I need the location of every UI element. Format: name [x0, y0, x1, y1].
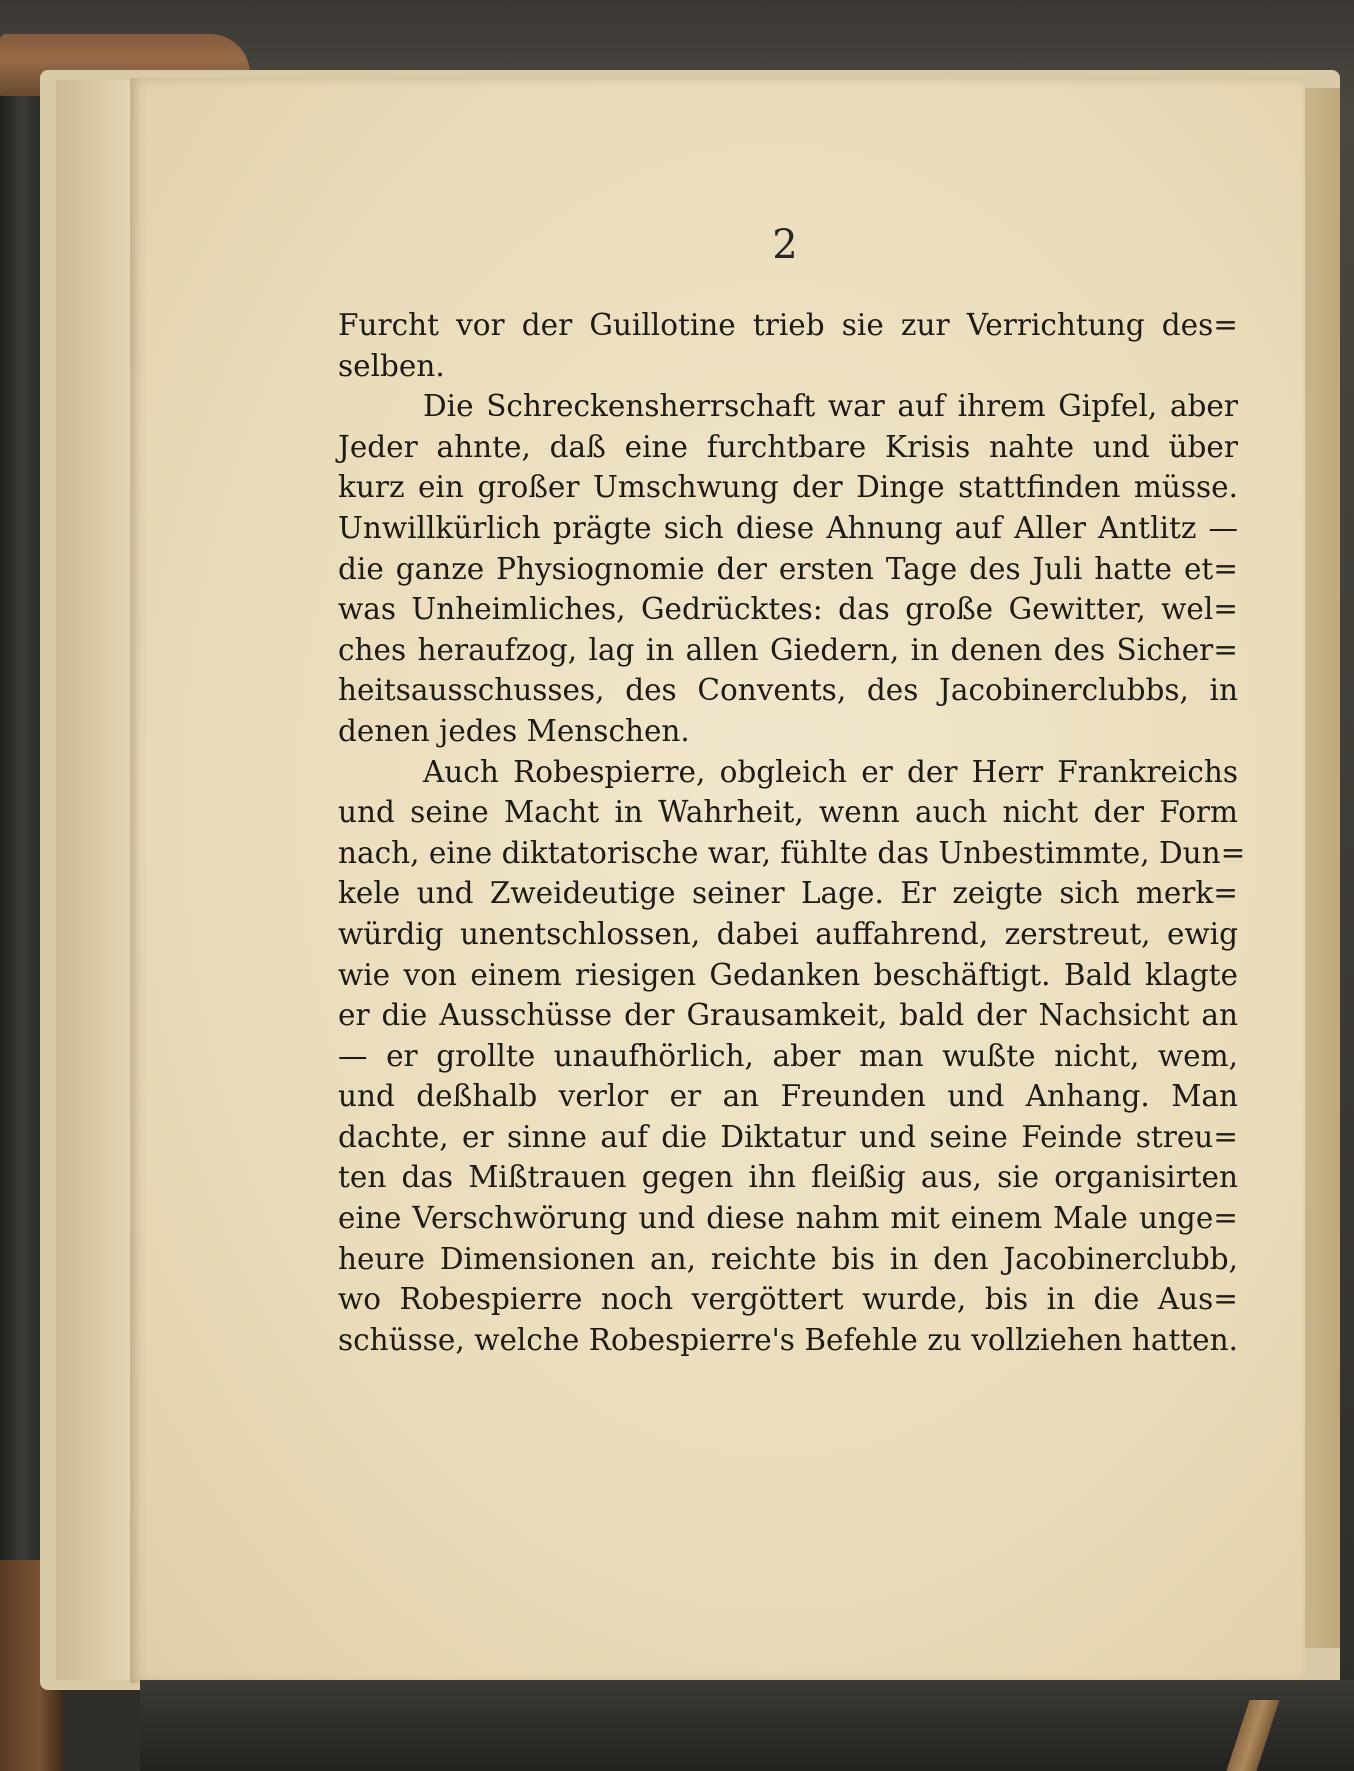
text-line: und deßhalb verlor er an Freunden und Anhang. Man	[338, 1079, 1238, 1114]
text-line: Jeder ahnte, daß eine furchtbare Krisis nahte und über	[338, 429, 1238, 464]
text-line: heitsausschusses, des Convents, des Jacobinerclubbs, in	[338, 673, 1238, 708]
text-line: kele und Zweideutige seiner Lage. Er zeigte sich merk=	[338, 876, 1238, 911]
body-text	[338, 305, 1246, 1360]
text-line: selben.	[338, 348, 445, 383]
page-edges-left	[56, 80, 134, 1680]
text-line: was Unheimliches, Gedrücktes: das große Gewitter, wel=	[338, 592, 1238, 627]
cover-bottom	[140, 1680, 1354, 1771]
text-line: kurz ein großer Umschwung der Dinge stattfinden müsse.	[338, 470, 1238, 505]
text-line: — er grollte unaufhörlich, aber man wußte nicht, wem,	[338, 1038, 1238, 1073]
text-line: Auch Robespierre, obgleich er der Herr Frankreichs	[423, 754, 1238, 789]
page-number: 2	[772, 222, 798, 268]
text-line: die ganze Physiognomie der ersten Tage des Juli hatte et=	[338, 551, 1238, 586]
text-line: Furcht vor der Guillotine trieb sie zur Verrichtung des=	[338, 308, 1238, 342]
text-line: er die Ausschüsse der Grausamkeit, bald der Nachsicht an	[338, 998, 1238, 1033]
text-line: ten das Mißtrauen gegen ihn fleißig aus, sie organisirten	[338, 1160, 1238, 1195]
text-line: würdig unentschlossen, dabei auffahrend, zerstreut, ewig	[338, 916, 1238, 951]
text-line: heure Dimensionen an, reichte bis in den Jacobinerclubb,	[338, 1241, 1238, 1276]
text-line: eine Verschwörung und diese nahm mit einem Male unge=	[338, 1201, 1238, 1236]
text-line: und seine Macht in Wahrheit, wenn auch nicht der Form	[338, 795, 1238, 830]
text-line: Unwillkürlich prägte sich diese Ahnung auf Aller Antlitz —	[338, 510, 1238, 545]
text-line: denen jedes Menschen.	[338, 713, 690, 748]
text-line: dachte, er sinne auf die Diktatur und seine Feinde streu=	[338, 1119, 1238, 1154]
book-spine	[0, 96, 44, 1561]
text-line: wie von einem riesigen Gedanken beschäftigt. Bald klagte	[338, 957, 1238, 992]
text-line: Die Schreckensherrschaft war auf ihrem Gipfel, aber	[423, 389, 1238, 424]
text-line: schüsse, welche Robespierre's Befehle zu vollziehen hatten.	[338, 1322, 1238, 1357]
text-line: nach, eine diktatorische war, fühlte das Unbestimmte, Dun=	[338, 835, 1246, 870]
text-line: ches heraufzog, lag in allen Giedern, in denen des Sicher=	[338, 632, 1238, 667]
text-line: wo Robespierre noch vergöttert wurde, bis in die Aus=	[338, 1282, 1238, 1317]
